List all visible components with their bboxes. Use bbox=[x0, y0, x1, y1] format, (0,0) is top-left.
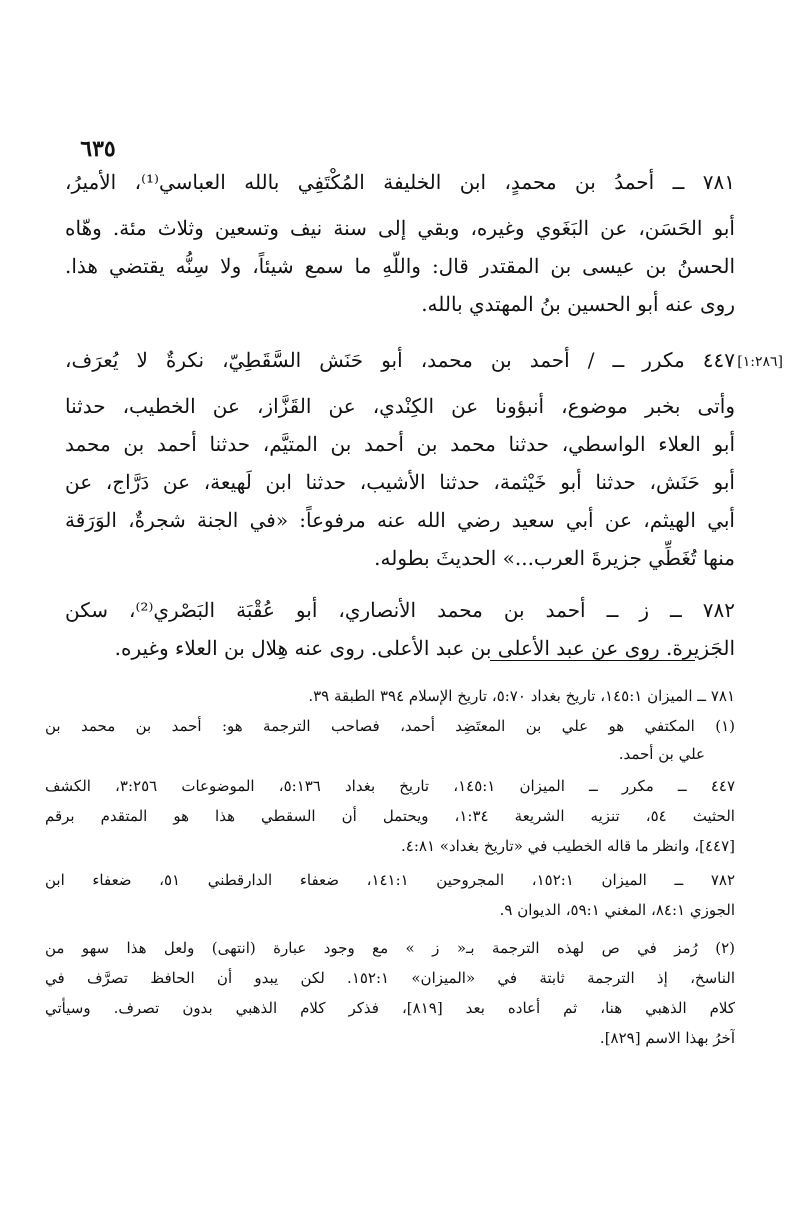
footnote-1-line-2: علي بن أحمد. bbox=[618, 745, 705, 763]
entry-447-line-5: أبي الهيثم، عن أبي سعيد رضي الله عنه مرفوعاً: «في الجنة شجرةٌ، الوَرَقة bbox=[65, 508, 735, 532]
entry-447-line-4: أبو حَنَش، حدثنا أبو خَيْثمة، حدثنا الأشيب، حدثنا ابن لَهيعة، عن دَرَّاج، عن bbox=[65, 470, 735, 494]
page-number: ٦٣٥ bbox=[80, 136, 116, 162]
entry-447-line-1: ٤٤٧ مكرر ــ / أحمد بن محمد، أبو حَنَش السَّقَطِيّ، نكرةٌ لا يُعرَف، bbox=[65, 348, 735, 372]
entry-447-line-3: أبو العلاء الواسطي، حدثنا محمد بن أحمد بن المتيَّم، حدثنا أحمد بن محمد bbox=[65, 432, 735, 456]
entry-782-line-1: ٧٨٢ ــ ز ــ أحمد بن محمد الأنصاري، أبو عُقْبَة البَصْري⁽²⁾، سكن bbox=[65, 598, 735, 622]
footnote-2-line-1: (٢) رُمز في ص لهذه الترجمة بـ« ز » مع وجود عبارة (انتهى) ولعل هذا سهو من bbox=[45, 939, 735, 957]
footnote-447-line-2: الحثيث ٥٤، تنزيه الشريعة ١:٣٤، ويحتمل أن السقطي هذا هو المتقدم برقم bbox=[45, 807, 735, 825]
entry-781-line-3: الحسنُ بن عيسى بن المقتدر قال: واللّهِ ما سمع شيئاً، ولا سِنُّه يقتضي هذا. bbox=[65, 254, 735, 278]
entry-781-line-1: ٧٨١ ــ أحمدُ بن محمدٍ، ابن الخليفة المُكْتَفِي بالله العباسي⁽¹⁾، الأميرُ، bbox=[65, 170, 735, 194]
entry-447-line-2: وأتى بخبر موضوع، أنبؤونا عن الكِنْدي، عن القَزَّاز، عن الخطيب، حدثنا bbox=[65, 394, 735, 418]
footnote-2-line-3: كلام الذهبي هنا، ثم أعاده بعد [٨١٩]، فذكر كلام الذهبي بدون تصرف. وسيأتي bbox=[45, 999, 735, 1017]
entry-781-line-2: أبو الحَسَن، عن البَغَوي وغيره، وبقي إلى سنة نيف وتسعين وثلاث مئة. وهّاه bbox=[65, 216, 735, 240]
entry-781-line-4: روى عنه أبو الحسين بنُ المهتدي بالله. bbox=[421, 292, 735, 316]
footnote-447-line-3: [٤٤٧]، وانظر ما قاله الخطيب في «تاريخ بغداد» ٤:٨١. bbox=[401, 837, 735, 855]
footnote-separator bbox=[490, 660, 695, 661]
entry-782-line-2: الجَزيرة. روى عن عبد الأعلى بن عبد الأعلى. روى عنه هِلال بن العلاء وغيره. bbox=[114, 636, 735, 660]
footnote-782-line-1: ٧٨٢ ــ الميزان ١٥٢:١، المجروحين ١٤١:١، ضعفاء الدارقطني ٥١، ضعفاء ابن bbox=[45, 871, 735, 889]
footnote-2-line-2: الناسخ، إذ الترجمة ثابتة في «الميزان» ١٥٢:١. لكن يبدو أن الحافظ تصرَّف في bbox=[45, 969, 735, 987]
footnote-2-line-4: آخرُ بهذا الاسم [٨٢٩]. bbox=[599, 1029, 735, 1047]
footnote-447-line-1: ٤٤٧ ــ مكرر ــ الميزان ١٤٥:١، تاريخ بغداد ٥:١٣٦، الموضوعات ٣:٢٥٦، الكشف bbox=[45, 777, 735, 795]
footnote-1-line-1: (١) المكتفي هو علي بن المعتَضِد أحمد، فصاحب الترجمة هو: أحمد بن محمد بن bbox=[45, 717, 735, 735]
footnote-782-line-2: الجوزي ٨٤:١، المغني ٥٩:١، الديوان ٩. bbox=[499, 901, 735, 919]
margin-reference: [١:٢٨٦] bbox=[737, 354, 783, 370]
footnote-781-sources: ٧٨١ ــ الميزان ١٤٥:١، تاريخ بغداد ٥:٧٠، تاريخ الإسلام ٣٩٤ الطبقة ٣٩. bbox=[308, 687, 735, 705]
entry-447-line-6: منها تُغَطِّي جزيرةَ العرب...» الحديثَ بطوله. bbox=[374, 546, 735, 570]
